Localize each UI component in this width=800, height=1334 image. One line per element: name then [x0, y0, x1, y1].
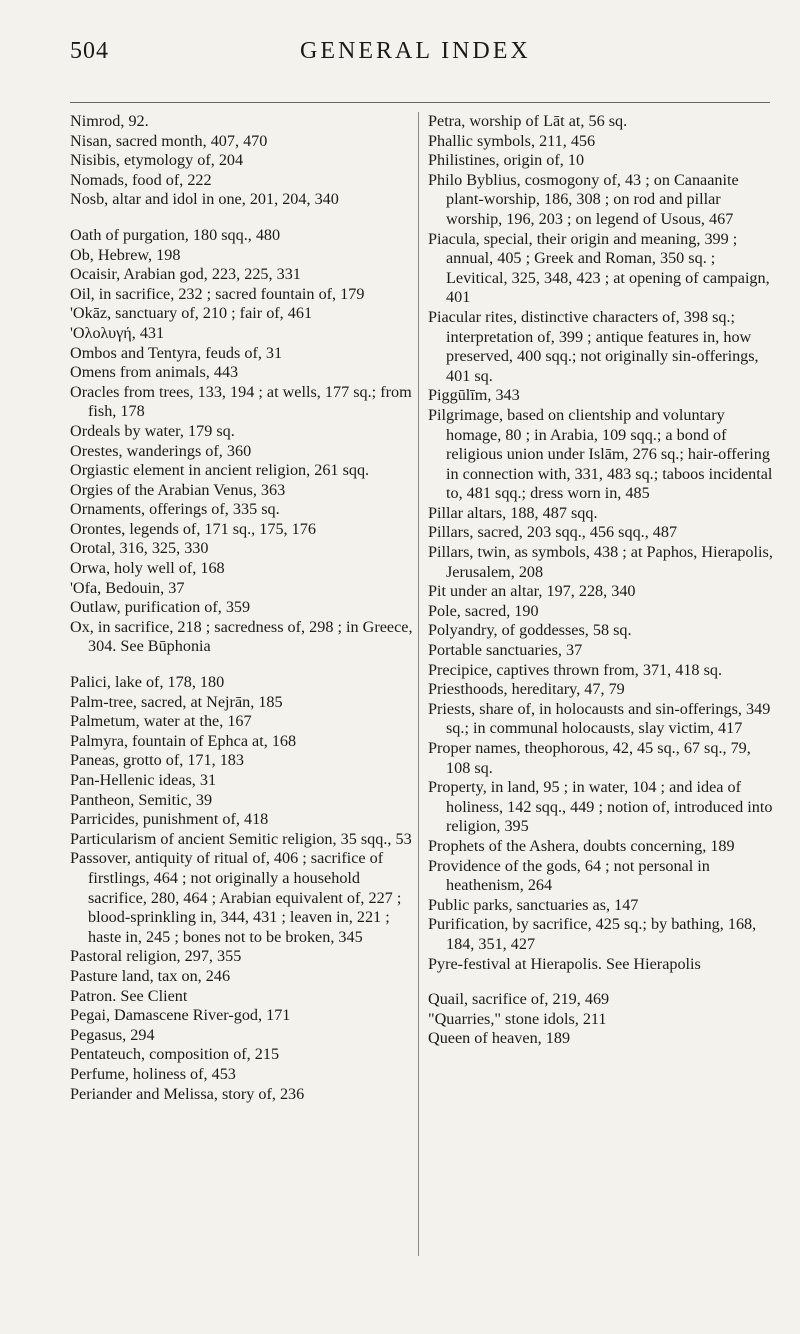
index-entry: Purification, by sacrifice, 425 sq.; by bathing, 168, 184, 351, 427 — [428, 915, 757, 953]
index-entry: Quail, sacrifice of, 219, 469 — [428, 990, 610, 1009]
header-rule — [70, 102, 770, 103]
index-entry: Nisibis, etymology of, 204 — [70, 151, 244, 170]
index-entry: Ordeals by water, 179 sq. — [70, 421, 235, 440]
index-entry: Orgies of the Arabian Venus, 363 — [70, 480, 286, 499]
index-entry: Portable sanctuaries, 37 — [428, 641, 583, 660]
index-entry: Pillars, sacred, 203 sqq., 456 sqq., 487 — [428, 523, 678, 542]
index-entry: Palici, lake of, 178, 180 — [70, 673, 225, 692]
index-entry: Ocaisir, Arabian god, 223, 225, 331 — [70, 265, 301, 284]
index-entry: Orwa, holy well of, 168 — [70, 559, 225, 578]
index-entry: Prophets of the Ashera, doubts concerning, 189 — [428, 836, 735, 855]
index-entry: Perfume, holiness of, 453 — [70, 1064, 236, 1083]
index-entry: Pyre-festival at Hierapolis. See Hierapolis — [428, 954, 701, 973]
index-entry: Pasture land, tax on, 246 — [70, 966, 231, 985]
index-entry: Passover, antiquity of ritual of, 406 ; sacrifice of firstlings, 464 ; not originally a household sacrifice, 280, 464 ; Arabian equivalent of, 227 ; blood-sprinkling in, 344, 431 ; leaven in, 221 ; haste in, 245 ; bones not to be broken, 345 — [70, 849, 402, 946]
index-entry: Phallic symbols, 211, 456 — [428, 131, 596, 150]
index-entry: Orontes, legends of, 171 sq., 175, 176 — [70, 519, 316, 538]
index-entry: Pegasus, 294 — [70, 1025, 155, 1044]
index-entry: Paneas, grotto of, 171, 183 — [70, 751, 244, 770]
running-head: GENERAL INDEX — [300, 38, 531, 64]
index-entry: Oracles from trees, 133, 194 ; at wells, 177 sq.; from fish, 178 — [70, 382, 412, 421]
index-entry: Ombos and Tentyra, feuds of, 31 — [70, 343, 283, 362]
index-entry: Parricides, punishment of, 418 — [70, 810, 269, 829]
index-entry: Patron. See Client — [70, 986, 188, 1005]
index-entry: Philistines, origin of, 10 — [428, 151, 585, 170]
index-entry: "Quarries," stone idols, 211 — [428, 1009, 607, 1028]
section-gap — [70, 210, 415, 226]
index-entry: Nosb, altar and idol in one, 201, 204, 340 — [70, 190, 339, 209]
index-entry: Oath of purgation, 180 sqq., 480 — [70, 225, 281, 244]
index-entry: Polyandry, of goddesses, 58 sq. — [428, 621, 632, 640]
index-entry: Pilgrimage, based on clientship and voluntary homage, 80 ; in Arabia, 109 sqq.; a bond of religious union under Islām, 276 sq.; hair-offering in connection with, 331, 483 sq.; taboos incidental to, 481 sqq.; dress worn in, 485 — [428, 405, 773, 503]
index-entry: 'Ολολυγή, 431 — [70, 323, 165, 342]
index-entry: Precipice, captives thrown from, 371, 418 sq. — [428, 660, 723, 679]
index-entry: Priests, share of, in holocausts and sin-offerings, 349 sq.; in communal holocausts, slay victim, 417 — [428, 699, 771, 738]
index-entry: Orgiastic element in ancient religion, 261 sqq. — [70, 461, 370, 480]
index-entry: Oil, in sacrifice, 232 ; sacred fountain of, 179 — [70, 284, 365, 303]
index-entry: Ob, Hebrew, 198 — [70, 245, 181, 264]
index-entry: Queen of heaven, 189 — [428, 1029, 571, 1048]
index-entry: Ornaments, offerings of, 335 sq. — [70, 500, 280, 519]
page-number: 504 — [70, 38, 109, 64]
index-entry: Nomads, food of, 222 — [70, 170, 212, 189]
index-entry: Pegai, Damascene River-god, 171 — [70, 1006, 291, 1025]
index-entry: Palmetum, water at the, 167 — [70, 712, 252, 731]
index-entry: 'Okāz, sanctuary of, 210 ; fair of, 461 — [70, 304, 313, 323]
index-entry: Omens from animals, 443 — [70, 363, 239, 382]
index-entry: Pillar altars, 188, 487 sqq. — [428, 503, 598, 522]
column-divider — [418, 112, 419, 1256]
index-entry: Pillars, twin, as symbols, 438 ; at Paphos, Hierapolis, Jerusalem, 208 — [428, 543, 773, 581]
index-entry: Pentateuch, composition of, 215 — [70, 1045, 280, 1064]
index-entry: Property, in land, 95 ; in water, 104 ; and idea of holiness, 142 sqq., 449 ; notion of, introduced into religion, 395 — [428, 778, 773, 836]
index-entry: Piggūlīm, 343 — [428, 386, 520, 405]
index-entry: Proper names, theophorous, 42, 45 sq., 67 sq., 79, 108 sq. — [428, 739, 751, 777]
index-entry: Priesthoods, hereditary, 47, 79 — [428, 680, 625, 699]
index-entry: Nisan, sacred month, 407, 470 — [70, 131, 268, 150]
index-entry: Philo Byblius, cosmogony of, 43 ; on Canaanite plant-worship, 186, 308 ; on rod and pillar worship, 196, 203 ; on legend of Usous, 467 — [428, 170, 739, 228]
index-column-right — [428, 112, 778, 1049]
index-entry: Nimrod, 92. — [70, 112, 149, 130]
index-entry: Pastoral religion, 297, 355 — [70, 947, 242, 966]
index-entry: Palmyra, fountain of Ephca at, 168 — [70, 731, 297, 750]
index-entry: Pan-Hellenic ideas, 31 — [70, 771, 217, 789]
index-entry: Outlaw, purification of, 359 — [70, 598, 251, 617]
index-entry: Providence of the gods, 64 ; not personal in heathenism, 264 — [428, 856, 710, 895]
index-entry: Piacula, special, their origin and meaning, 399 ; annual, 405 ; Greek and Roman, 350 sq. ; Levitical, 325, 348, 423 ; at opening of campaign, 401 — [428, 229, 770, 307]
index-entry: 'Ofa, Bedouin, 37 — [70, 578, 185, 597]
index-entry: Public parks, sanctuaries as, 147 — [428, 895, 639, 914]
index-entry: Periander and Melissa, story of, 236 — [70, 1084, 305, 1103]
index-entry: Pit under an altar, 197, 228, 340 — [428, 582, 636, 601]
page-header — [70, 38, 770, 78]
index-entry: Ox, in sacrifice, 218 ; sacredness of, 298 ; in Greece, 304. See Būphonia — [70, 617, 413, 656]
index-entry: Piacular rites, distinctive characters of, 398 sq.; interpretation of, 399 ; antique features in, how preserved, 400 sqq.; not originally sin-offerings, 401 sq. — [428, 307, 759, 385]
index-entry: Pantheon, Semitic, 39 — [70, 790, 213, 809]
index-entry: Particularism of ancient Semitic religion, 35 sqq., 53 — [70, 829, 412, 848]
section-gap — [428, 974, 778, 990]
section-gap — [70, 657, 415, 673]
index-entry: Palm-tree, sacred, at Nejrān, 185 — [70, 692, 283, 711]
index-entry: Orestes, wanderings of, 360 — [70, 441, 252, 460]
index-column-left — [70, 112, 415, 1104]
index-entry: Pole, sacred, 190 — [428, 601, 539, 620]
index-entry: Orotal, 316, 325, 330 — [70, 539, 209, 558]
index-entry: Petra, worship of Lāt at, 56 sq. — [428, 112, 628, 130]
